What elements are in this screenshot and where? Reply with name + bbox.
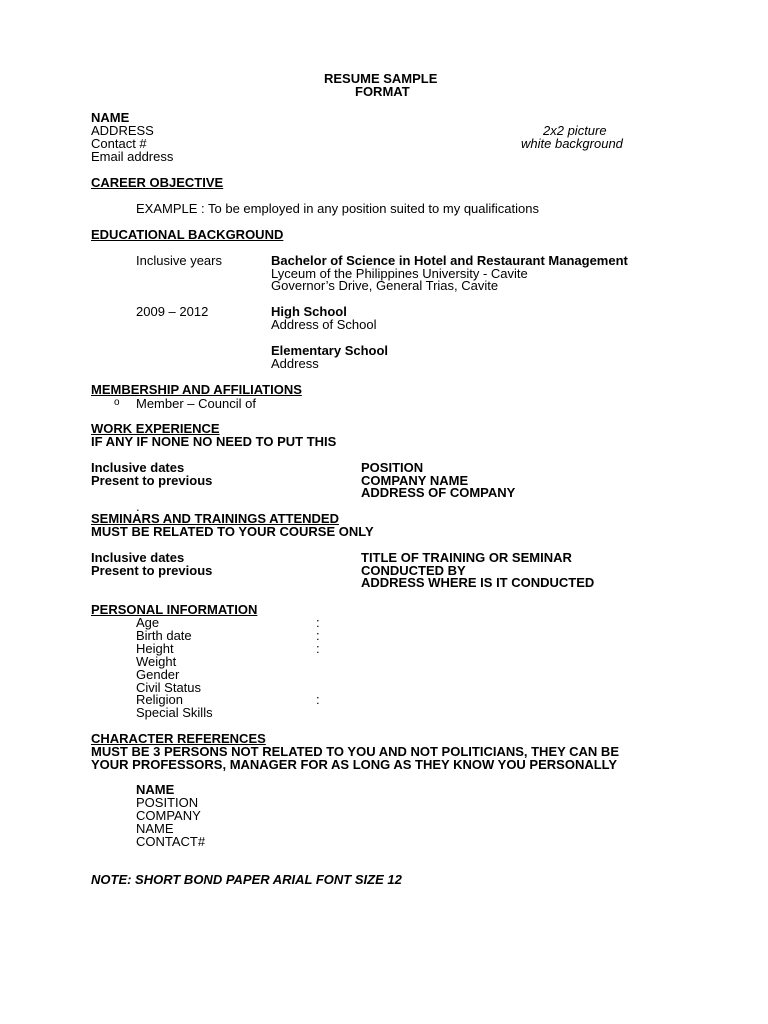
elementary-address: Address — [271, 356, 319, 371]
title-line1: RESUME SAMPLE — [324, 71, 438, 86]
field-label: Birth date — [136, 628, 192, 643]
reference-name-heading: NAME — [136, 782, 175, 797]
college-address: Governor’s Drive, General Trias, Cavite — [271, 278, 499, 293]
seminars-address: ADDRESS WHERE IS IT CONDUCTED — [361, 575, 595, 590]
picture-note-line1: 2x2 picture — [543, 123, 607, 138]
reference-name: NAME — [136, 821, 174, 836]
highschool-years: 2009 – 2012 — [136, 304, 209, 319]
field-label: Gender — [136, 667, 180, 682]
college-school: Lyceum of the Philippines University - Cavite — [271, 266, 528, 281]
highschool-label: High School — [271, 304, 347, 319]
references-note-line2: YOUR PROFESSORS, MANAGER FOR AS LONG AS THEY KNOW YOU PERSONALLY — [91, 757, 618, 772]
career-example: EXAMPLE : To be employed in any position suited to my qualifications — [136, 201, 539, 216]
header-email: Email address — [91, 149, 174, 164]
reference-position: POSITION — [136, 795, 199, 810]
membership-item: Member – Council of — [136, 396, 256, 411]
work-position: POSITION — [361, 460, 424, 475]
work-company: COMPANY NAME — [361, 473, 469, 488]
seminars-dates: Inclusive dates — [91, 550, 185, 565]
picture-note-line2: white background — [521, 136, 623, 151]
highschool-address: Address of School — [271, 317, 377, 332]
seminars-heading: SEMINARS AND TRAININGS ATTENDED — [91, 511, 339, 526]
education-heading: EDUCATIONAL BACKGROUND — [91, 227, 284, 242]
references-heading: CHARACTER REFERENCES — [91, 731, 266, 746]
elementary-label: Elementary School — [271, 343, 389, 358]
personal-heading: PERSONAL INFORMATION — [91, 602, 258, 617]
references-note-line1: MUST BE 3 PERSONS NOT RELATED TO YOU AND NOT POLITICIANS, THEY CAN BE — [91, 744, 619, 759]
membership-bullet: o — [114, 397, 120, 408]
field-colon: : — [316, 692, 320, 707]
college-years: Inclusive years — [136, 253, 222, 268]
work-note: IF ANY IF NONE NO NEED TO PUT THIS — [91, 434, 337, 449]
seminars-conducted-by: CONDUCTED BY — [361, 563, 466, 578]
field-label: Special Skills — [136, 705, 213, 720]
career-heading: CAREER OBJECTIVE — [91, 175, 224, 190]
reference-company: COMPANY — [136, 808, 201, 823]
membership-heading: MEMBERSHIP AND AFFILIATIONS — [91, 382, 302, 397]
field-label: Religion — [136, 692, 183, 707]
field-colon: : — [316, 615, 320, 630]
stray-dot: . — [136, 499, 140, 514]
seminars-title: TITLE OF TRAINING OR SEMINAR — [361, 550, 572, 565]
field-label: Civil Status — [136, 680, 202, 695]
work-heading: WORK EXPERIENCE — [91, 421, 220, 436]
title-line2: FORMAT — [355, 84, 410, 99]
header-address: ADDRESS — [91, 123, 154, 138]
header-contact: Contact # — [91, 136, 147, 151]
work-dates: Inclusive dates — [91, 460, 185, 475]
header-name: NAME — [91, 110, 130, 125]
field-label: Age — [136, 615, 160, 630]
work-company-address: ADDRESS OF COMPANY — [361, 485, 516, 500]
field-colon: : — [316, 628, 320, 643]
footer-note: NOTE: SHORT BOND PAPER ARIAL FONT SIZE 12 — [91, 872, 402, 887]
seminars-present: Present to previous — [91, 563, 213, 578]
seminars-note: MUST BE RELATED TO YOUR COURSE ONLY — [91, 524, 374, 539]
reference-contact: CONTACT# — [136, 834, 206, 849]
work-present: Present to previous — [91, 473, 213, 488]
field-colon: : — [316, 641, 320, 656]
field-label: Weight — [136, 654, 177, 669]
college-degree: Bachelor of Science in Hotel and Restaurant Management — [271, 253, 628, 268]
field-label: Height — [136, 641, 174, 656]
